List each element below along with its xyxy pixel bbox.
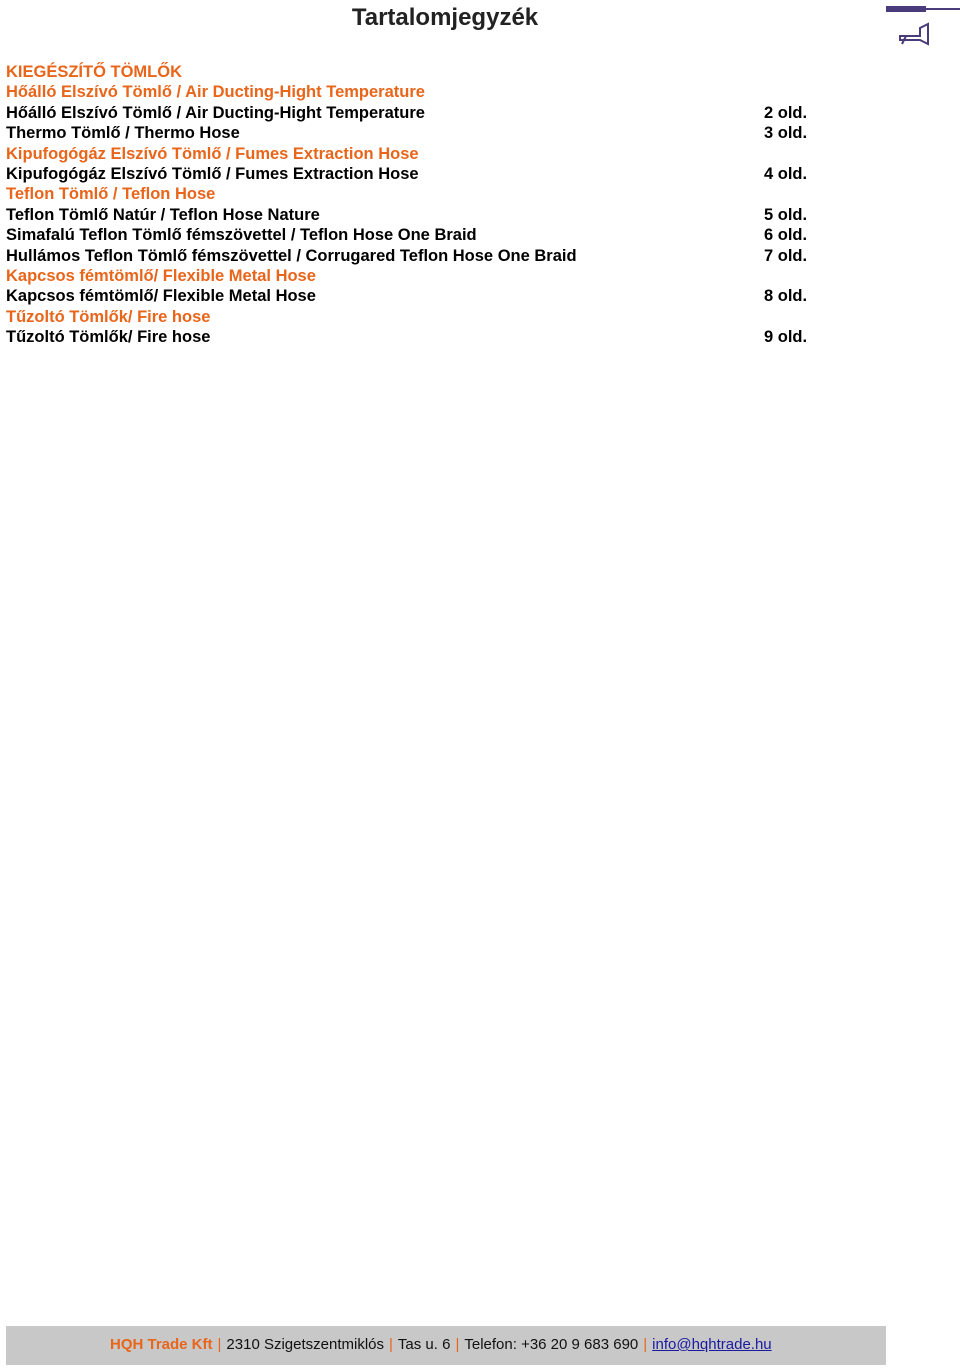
company-logo bbox=[886, 6, 960, 46]
toc-section-heading bbox=[6, 62, 866, 82]
page-title: Tartalomjegyzék bbox=[351, 4, 539, 31]
toc-page-number: 7 old. bbox=[764, 246, 808, 265]
logo-bar bbox=[886, 6, 926, 12]
toc-entry-title: Simafalú Teflon Tömlő fémszövettel / Teflon Hose One Braid bbox=[6, 226, 477, 245]
footer-company: HQH Trade Kft bbox=[110, 1336, 213, 1353]
toc-section-heading bbox=[6, 307, 866, 327]
toc-entry-title: Tűzoltó Tömlők/ Fire hose bbox=[6, 307, 211, 326]
toc-entry bbox=[6, 225, 866, 245]
footer-separator: | bbox=[643, 1336, 648, 1353]
toc-page-number: 9 old. bbox=[764, 328, 808, 347]
toc-section-heading bbox=[6, 82, 866, 102]
toc-page-number: 3 old. bbox=[764, 124, 808, 143]
toc-page-number: 4 old. bbox=[764, 164, 808, 183]
toc-entry-title: Teflon Tömlő / Teflon Hose bbox=[6, 185, 216, 204]
toc-entry-title: Kipufogógáz Elszívó Tömlő / Fumes Extraction Hose bbox=[6, 144, 419, 163]
toc-entry-title: Kapcsos fémtömlő/ Flexible Metal Hose bbox=[6, 266, 316, 285]
footer-address: 2310 Szigetszentmiklós bbox=[226, 1336, 385, 1353]
toc-entry bbox=[6, 205, 866, 225]
page-footer bbox=[6, 1326, 886, 1365]
toc-section-heading bbox=[6, 266, 866, 286]
toc-section-heading bbox=[6, 144, 866, 164]
toc-page-number: 8 old. bbox=[764, 287, 808, 306]
table-of-contents bbox=[6, 62, 866, 347]
toc-page-number: 5 old. bbox=[764, 205, 808, 224]
footer-email-link[interactable]: info@hqhtrade.hu bbox=[652, 1336, 772, 1353]
toc-entry-title: Hullámos Teflon Tömlő fémszövettel / Corrugared Teflon Hose One Braid bbox=[6, 246, 577, 265]
footer-street: Tas u. 6 bbox=[397, 1336, 451, 1353]
hose-logo-icon bbox=[898, 22, 932, 46]
toc-entry bbox=[6, 327, 866, 347]
toc-section-heading bbox=[6, 184, 866, 204]
toc-entry-title: Thermo Tömlő / Thermo Hose bbox=[6, 124, 240, 143]
toc-entry-title: Tűzoltó Tömlők/ Fire hose bbox=[6, 328, 211, 347]
toc-entry-title: KIEGÉSZÍTŐ TÖMLŐK bbox=[6, 63, 182, 81]
toc-entry bbox=[6, 103, 866, 123]
toc-entry-title: Teflon Tömlő Natúr / Teflon Hose Nature bbox=[6, 205, 320, 224]
toc-entry bbox=[6, 246, 866, 266]
footer-separator: | bbox=[389, 1336, 393, 1353]
toc-entry-title: Hőálló Elszívó Tömlő / Air Ducting-Hight Temperature bbox=[6, 83, 425, 102]
toc-entry bbox=[6, 164, 866, 184]
footer-separator: | bbox=[455, 1336, 460, 1353]
footer-separator: | bbox=[217, 1336, 222, 1353]
logo-bar-thin bbox=[926, 8, 960, 10]
toc-page-number: 2 old. bbox=[764, 103, 808, 122]
toc-entry-title: Kipufogógáz Elszívó Tömlő / Fumes Extraction Hose bbox=[6, 164, 419, 183]
footer-phone: Telefon: +36 20 9 683 690 bbox=[464, 1336, 639, 1353]
toc-page-number: 6 old. bbox=[764, 226, 808, 245]
toc-entry-title: Hőálló Elszívó Tömlő / Air Ducting-Hight Temperature bbox=[6, 103, 425, 122]
toc-entry bbox=[6, 286, 866, 306]
toc-entry-title: Kapcsos fémtömlő/ Flexible Metal Hose bbox=[6, 287, 316, 306]
toc-entry bbox=[6, 123, 866, 143]
